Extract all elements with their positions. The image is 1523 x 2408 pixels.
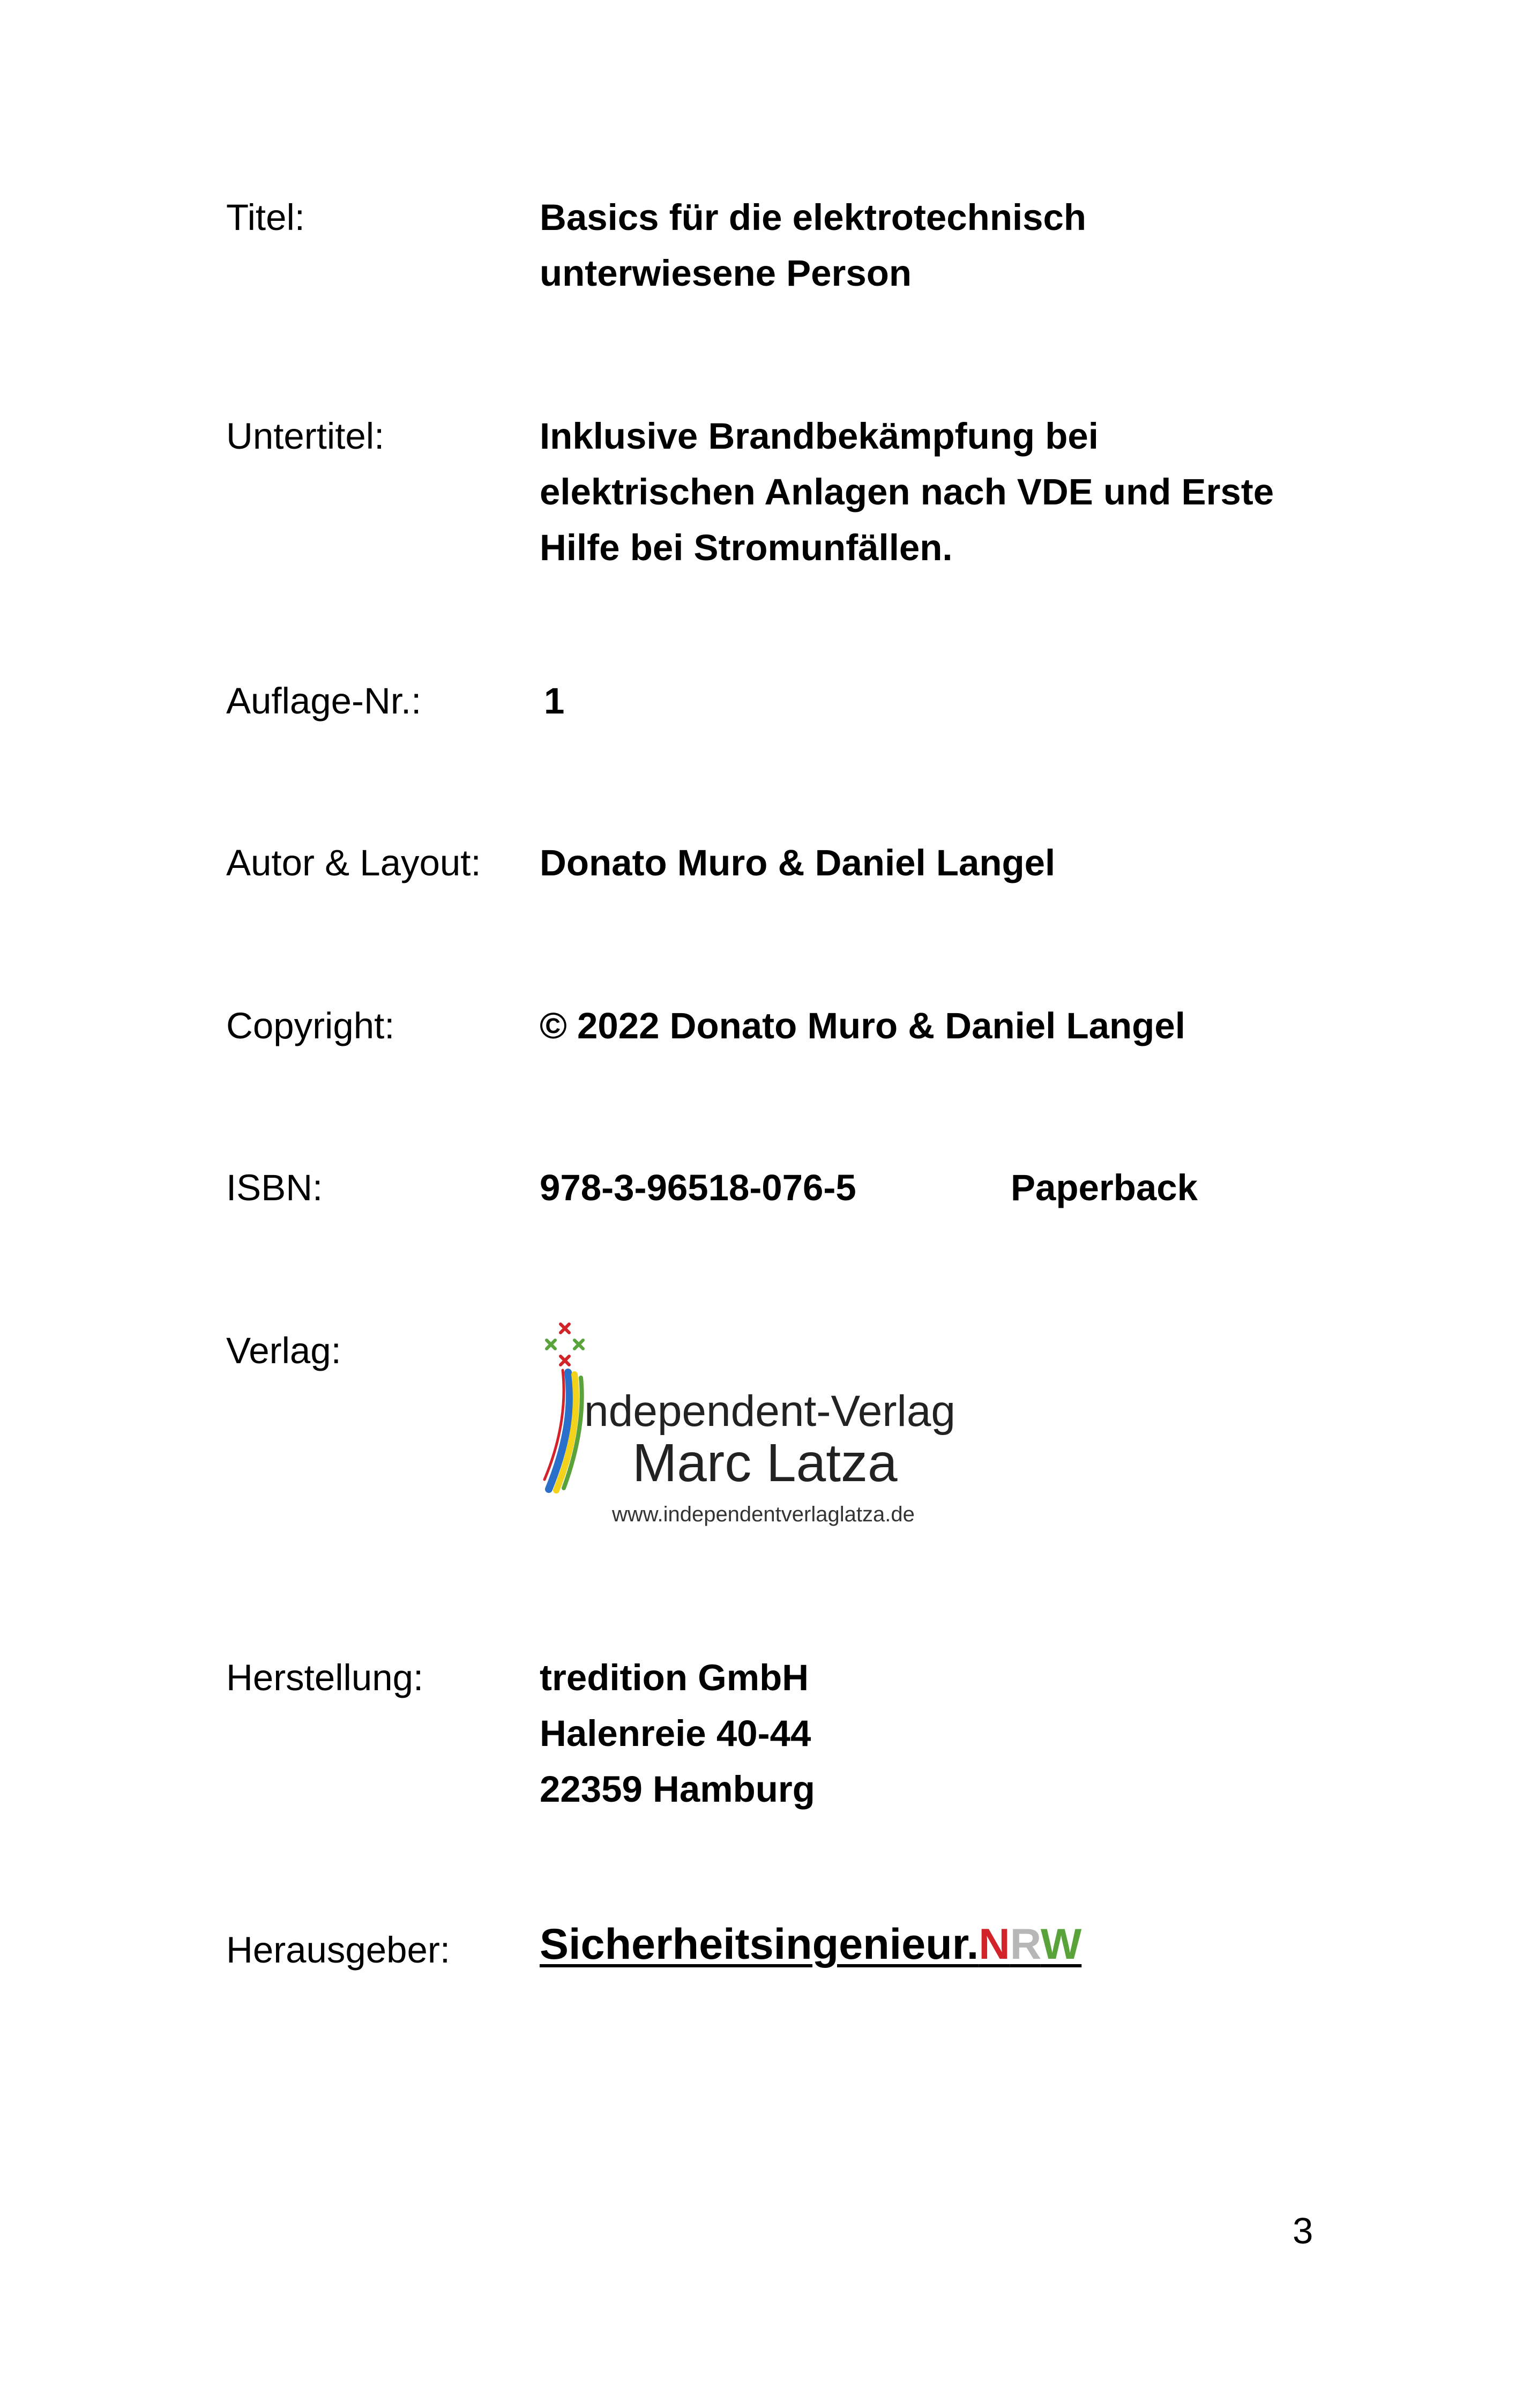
- title-line-2: unterwiesene Person: [540, 252, 912, 294]
- edition-value: 1: [544, 680, 565, 722]
- copyright-value: © 2022 Donato Muro & Daniel Langel: [540, 1005, 1185, 1046]
- copyright-label: Copyright:: [226, 1005, 395, 1046]
- isbn-value: 978-3-96518-076-5: [540, 1167, 856, 1208]
- subtitle-line-1: Inklusive Brandbekämpfung bei: [540, 415, 1099, 457]
- publisher-link[interactable]: [540, 1915, 1081, 1974]
- production-line-3: 22359 Hamburg: [540, 1768, 815, 1810]
- production-line-2: Halenreie 40-44: [540, 1713, 811, 1754]
- isbn-format: Paperback: [1011, 1167, 1198, 1208]
- publisher-logo: [541, 1319, 1013, 1533]
- subtitle-line-3: Hilfe bei Stromunfällen.: [540, 527, 953, 568]
- title-line-1: Basics für die elektrotechnisch: [540, 197, 1087, 238]
- title-value: [540, 190, 1086, 301]
- author-value: Donato Muro & Daniel Langel: [540, 842, 1056, 883]
- verlag-label: Verlag:: [226, 1330, 341, 1371]
- subtitle-label: Untertitel:: [226, 415, 385, 457]
- production-label: Herstellung:: [226, 1657, 424, 1698]
- logo-name-line-1: ndependent-Verlag: [584, 1387, 956, 1436]
- production-value: [540, 1650, 815, 1817]
- title-label: Titel:: [226, 197, 305, 238]
- publisher-nrw-n: N: [979, 1920, 1010, 1968]
- edition-label: Auflage-Nr.:: [226, 680, 422, 722]
- publisher-nrw-w: W: [1040, 1920, 1082, 1968]
- subtitle-line-2: elektrischen Anlagen nach VDE und Erste: [540, 471, 1274, 512]
- author-label: Autor & Layout:: [226, 842, 481, 883]
- logo-cross-marks: [547, 1324, 583, 1365]
- subtitle-value: [540, 408, 1274, 576]
- publisher-label: Herausgeber:: [226, 1929, 451, 1971]
- isbn-label: ISBN:: [226, 1167, 323, 1208]
- publisher-nrw-r: R: [1010, 1920, 1041, 1968]
- production-line-1: tredition GmbH: [540, 1657, 809, 1698]
- logo-name-line-2: Marc Latza: [632, 1433, 898, 1493]
- logo-url: www.independentverlaglatza.de: [612, 1503, 915, 1526]
- publisher-name: Sicherheitsingenieur.: [540, 1920, 979, 1968]
- page-number: 3: [1293, 2210, 1313, 2251]
